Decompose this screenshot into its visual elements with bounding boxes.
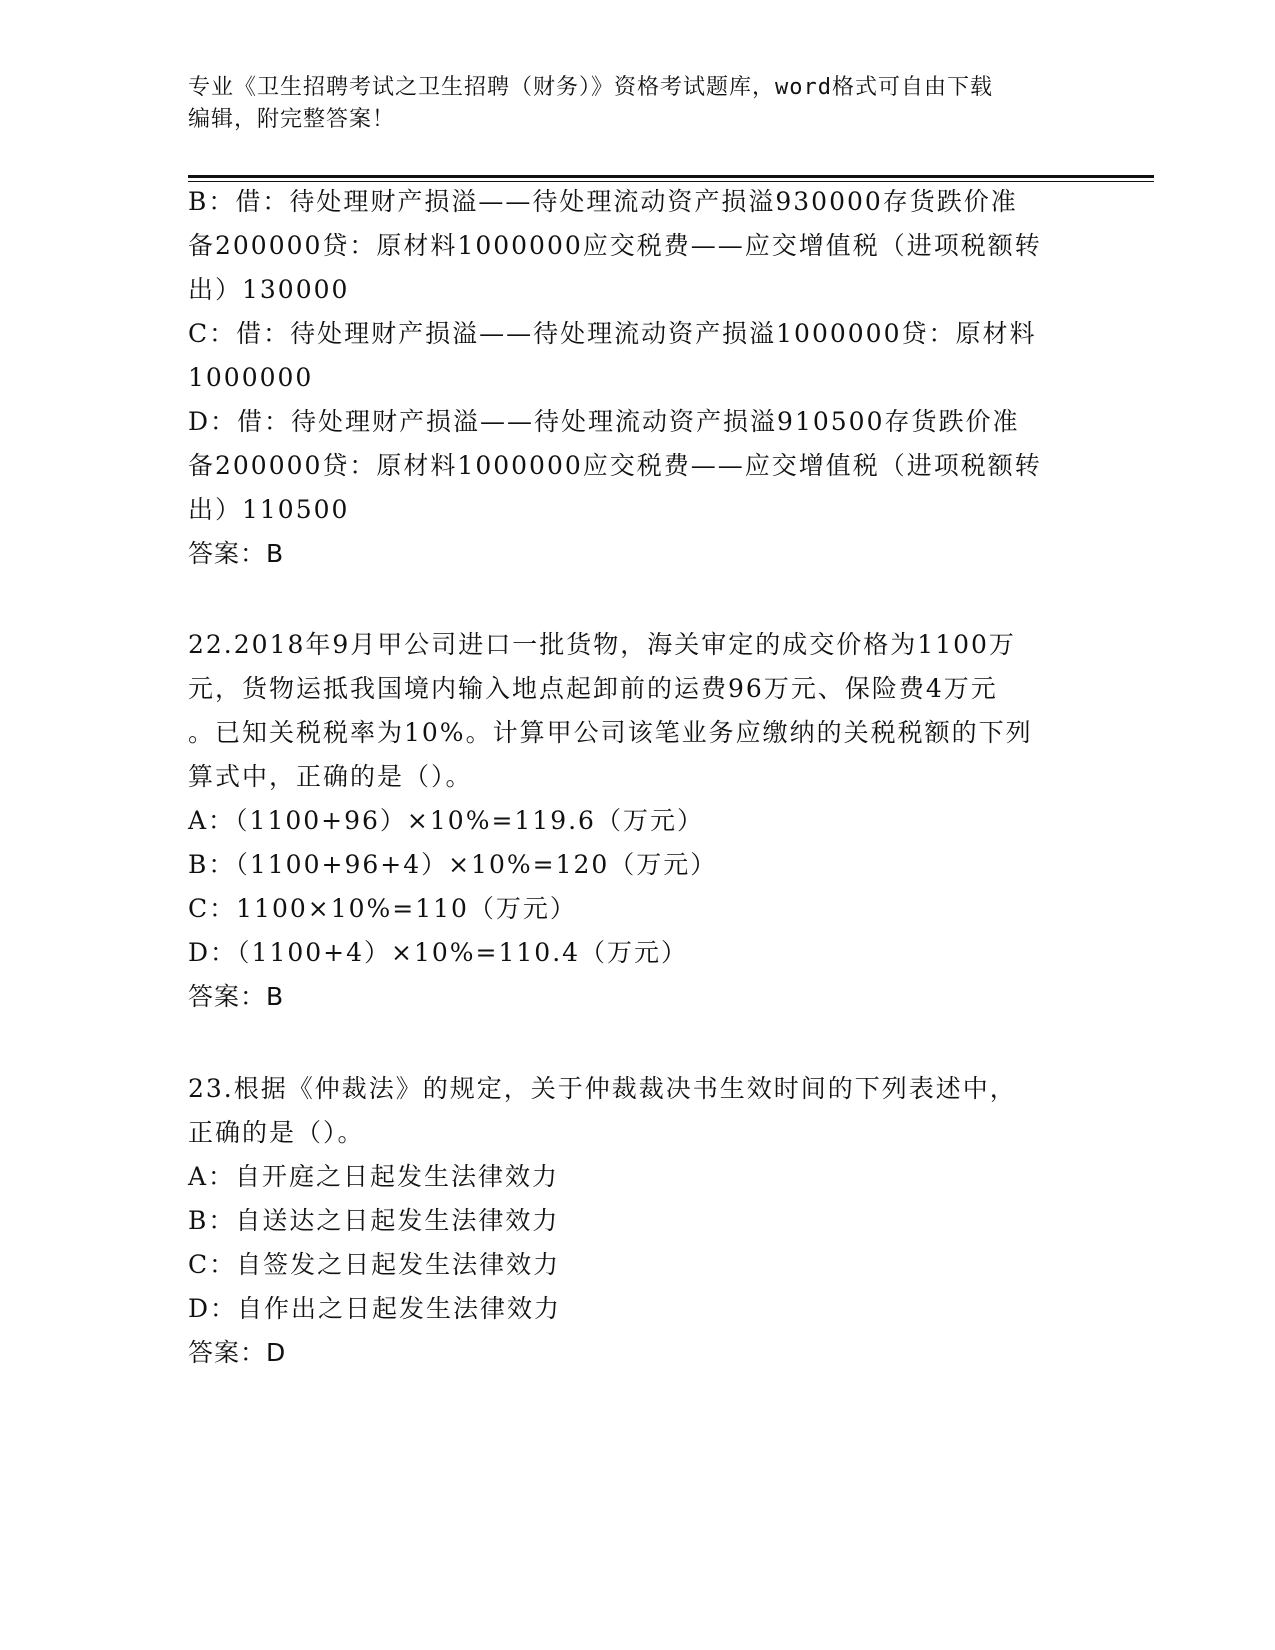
document-header <box>188 72 1088 136</box>
q21-option-d-line-1: D：借：待处理财产损溢——待处理流动资产损溢910500存货跌价准 <box>188 407 1020 436</box>
header-divider-thick <box>188 175 1154 178</box>
q22-option-c: C：1100×10%=110（万元） <box>188 894 577 923</box>
header-line-2: 编辑，附完整答案！ <box>188 107 396 132</box>
q23-answer: 答案：D <box>188 1338 287 1367</box>
q23-option-a: A：自开庭之日起发生法律效力 <box>188 1162 560 1191</box>
q21-option-d-line-2: 备200000贷：原材料1000000应交税费——应交增值税（进项税额转 <box>188 451 1042 480</box>
q23-option-b: B：自送达之日起发生法律效力 <box>188 1206 560 1235</box>
q23-option-d: D：自作出之日起发生法律效力 <box>188 1294 562 1323</box>
q22-stem-line-3: 。已知关税税率为10%。计算甲公司该笔业务应缴纳的关税税额的下列 <box>188 718 1033 747</box>
q22-stem-line-1: 22.2018年9月甲公司进口一批货物，海关审定的成交价格为1100万 <box>188 630 1016 659</box>
q23-stem-line-2: 正确的是（）。 <box>188 1118 365 1147</box>
header-divider-thin <box>188 181 1154 182</box>
q22-stem-line-4: 算式中，正确的是（）。 <box>188 762 473 791</box>
q21-answer: 答案：B <box>188 539 285 568</box>
q21-option-c-line-1: C：借：待处理财产损溢——待处理流动资产损溢1000000贷：原材料 <box>188 319 1037 348</box>
header-line-1: 专业《卫生招聘考试之卫生招聘（财务）》资格考试题库，word格式可自由下载 <box>188 75 993 100</box>
q23-option-c: C：自签发之日起发生法律效力 <box>188 1250 561 1279</box>
q22-answer: 答案：B <box>188 982 285 1011</box>
q22-stem-line-2: 元，货物运抵我国境内输入地点起卸前的运费96万元、保险费4万元 <box>188 674 998 703</box>
q21-option-b-line-2: 备200000贷：原材料1000000应交税费——应交增值税（进项税额转 <box>188 231 1042 260</box>
q22-option-b: B：（1100+96+4）×10%=120（万元） <box>188 850 718 879</box>
q21-option-d-line-3: 出）110500 <box>188 495 350 524</box>
q21-option-b-line-1: B：借：待处理财产损溢——待处理流动资产损溢930000存货跌价准 <box>188 187 1018 216</box>
q21-option-c-line-2: 1000000 <box>188 363 314 392</box>
q22-option-d: D：（1100+4）×10%=110.4（万元） <box>188 938 689 967</box>
q23-stem-line-1: 23.根据《仲裁法》的规定，关于仲裁裁决书生效时间的下列表述中， <box>188 1074 1017 1103</box>
q21-option-b-line-3: 出）130000 <box>188 275 350 304</box>
q22-option-a: A：（1100+96）×10%=119.6（万元） <box>188 806 704 835</box>
